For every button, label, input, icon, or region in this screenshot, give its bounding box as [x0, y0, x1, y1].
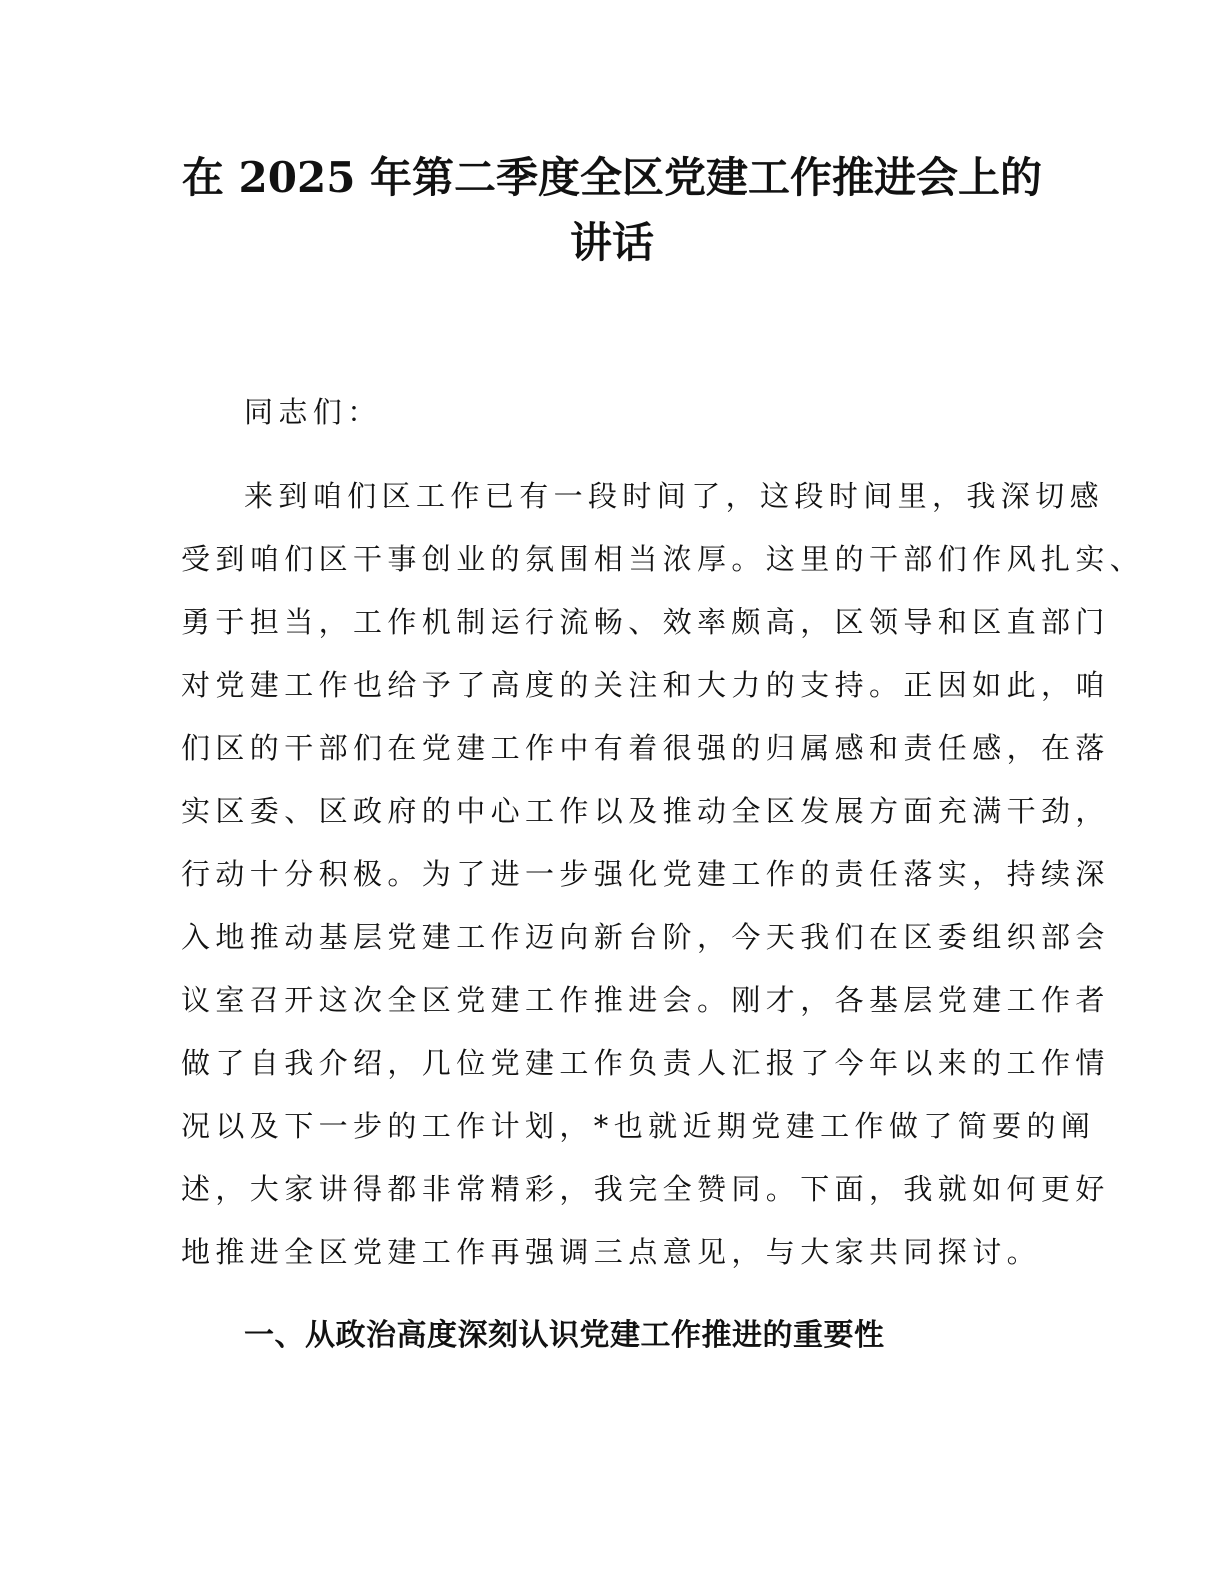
paragraph-line: 入地推动基层党建工作迈向新台阶，今天我们在区委组织部会 [181, 920, 1110, 954]
paragraph-line: 对党建工作也给予了高度的关注和大力的支持。正因如此，咱 [181, 668, 1110, 702]
paragraph-line: 勇于担当，工作机制运行流畅、效率颇高，区领导和区直部门 [181, 605, 1110, 639]
document-title-line-2: 讲话 [569, 218, 654, 267]
paragraph-line: 们区的干部们在党建工作中有着很强的归属感和责任感，在落 [181, 731, 1110, 765]
paragraph-line: 况以及下一步的工作计划，*也就近期党建工作做了简要的阐 [181, 1109, 1096, 1143]
paragraph-line: 地推进全区党建工作再强调三点意见，与大家共同探讨。 [181, 1235, 1042, 1269]
section-1-heading: 一、从政治高度深刻认识党建工作推进的重要性 [244, 1318, 885, 1353]
document-title-line-1: 在 2025 年第二季度全区党建工作推进会上的 [181, 153, 1043, 202]
paragraph-line: 行动十分积极。为了进一步强化党建工作的责任落实，持续深 [181, 857, 1110, 891]
paragraph-line: 述，大家讲得都非常精彩，我完全赞同。下面，我就如何更好 [181, 1172, 1110, 1206]
paragraph-line: 实区委、区政府的中心工作以及推动全区发展方面充满干劲， [181, 794, 1110, 828]
paragraph-line: 议室召开这次全区党建工作推进会。刚才，各基层党建工作者 [181, 983, 1110, 1017]
paragraph-line: 来到咱们区工作已有一段时间了，这段时间里，我深切感 [244, 479, 1105, 513]
salutation: 同志们： [244, 395, 382, 429]
paragraph-line: 做了自我介绍，几位党建工作负责人汇报了今年以来的工作情 [181, 1046, 1110, 1080]
paragraph-line: 受到咱们区干事创业的氛围相当浓厚。这里的干部们作风扎实、 [181, 542, 1145, 576]
